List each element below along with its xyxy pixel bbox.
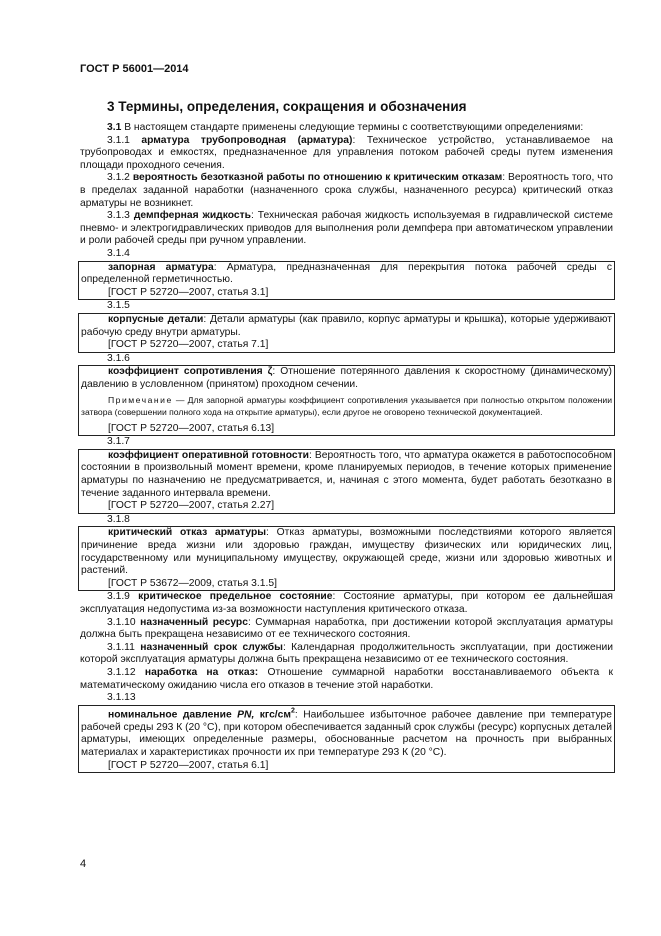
term-definition: : Арматура, предназначенная для перекрытия потока рабочей среды с определенной герметичностью. — [81, 261, 612, 286]
paragraph-text: В настоящем стандарте применены следующие термины с соответствующими определениями: — [121, 122, 584, 133]
term-3-1-11 — [80, 642, 613, 667]
term-3-1-10 — [80, 617, 613, 642]
term-definition: Отношение суммарной наработки восстанавливаемого объекта к математическому ожиданию числа его отказов в течение этой наработки. — [80, 666, 613, 691]
term-box-3-1-5 — [78, 313, 615, 353]
term-name: назначенный срок службы — [140, 641, 283, 653]
term-3-1-13 — [81, 706, 612, 760]
term-definition: : Календарная продолжительность эксплуатации, при достижении которой эксплуатация арматуры должна быть прекращена независимо от ее технического состояния. — [80, 641, 613, 666]
term-symbol: PN, — [237, 709, 255, 721]
term-name: назначенный ресурс — [140, 616, 248, 628]
clause-number: 3.1 — [107, 122, 122, 133]
clause-number-3-1-13: 3.1.13 — [107, 692, 136, 704]
clause-number: 3.1.11 — [107, 641, 135, 653]
term-note — [81, 395, 612, 418]
term-3-1-1 — [80, 135, 613, 173]
clause-number-3-1-7: 3.1.7 — [107, 436, 130, 448]
term-3-1-9 — [80, 591, 613, 616]
term-name: корпусные детали — [108, 313, 204, 325]
term-3-1-2 — [80, 172, 613, 210]
term-definition: : Отношение потерянного давления к скоростному (динамическому) давлению в условленном (принятом) проходном сечении. — [81, 366, 612, 390]
term-unit: кгс/см — [259, 709, 292, 721]
term-name: критический отказ арматуры — [108, 527, 267, 539]
term-definition: : Отказ арматуры, возможными последствиями которого является причинение вреда жизни или здоровью граждан, имуществу физических или юридических лиц, государственному или муниципальному имуществу, окружающей среде, жизни или здоровью животных и растений. — [81, 527, 612, 577]
term-definition: : Техническая рабочая жидкость используемая в гидравлической системе пневмо- и электрогидравлических приводов для выполнения роли демпфера при автоматическом управлении и роли рабочей среды при ручном управлении. — [80, 210, 613, 247]
term-3-1-12 — [80, 667, 613, 692]
term-3-1-3 — [80, 210, 613, 248]
clause-number-3-1-8: 3.1.8 — [107, 513, 130, 525]
clause-number-3-1-4: 3.1.4 — [107, 247, 130, 259]
term-name: арматура трубопроводная (арматура) — [141, 134, 353, 146]
term-name: коэффициент сопротивления ζ — [108, 366, 273, 378]
term-3-1-6 — [81, 366, 612, 391]
source-reference: [ГОСТ Р 52720—2007, статья 2.27] — [108, 500, 275, 512]
clause-number: 3.1.2 — [107, 172, 130, 184]
clause-number: 3.1.10 — [107, 616, 136, 628]
page-number: 4 — [80, 858, 87, 870]
term-definition: : Вероятность того, что арматура окажется в работоспособном состоянии в произвольный момент времени, кроме планируемых периодов, в течение которых применение арматуры по назначению не предусматривается, и, начиная с этого момента, будет работать безотказно в течение заданного интервала времени. — [81, 449, 612, 499]
term-box-3-1-7 — [78, 449, 615, 514]
term-definition: : Суммарная наработка, при достижении которой эксплуатация арматуры должна быть прекращена независимо от ее технического состояния. — [80, 616, 613, 641]
term-box-3-1-13 — [78, 705, 615, 773]
clause-number-3-1-5: 3.1.5 — [107, 300, 130, 312]
term-name: критическое предельное состояние — [138, 591, 333, 603]
term-box-3-1-4 — [78, 261, 615, 301]
term-name: наработка на отказ: — [144, 666, 259, 678]
intro-paragraph — [80, 122, 613, 135]
term-definition: : Вероятность того, что в пределах заданной наработки (назначенного срока службы, назначенного ресурса) критический отказ арматуры не возникнет. — [80, 172, 613, 209]
term-box-3-1-6 — [78, 365, 615, 436]
note-text: — Для запорной арматуры коэффициент сопротивления указывается при полностью открытом положении затвора (совершении полного хода на открытие арматуры), если другое не оговорено технической документацией. — [81, 395, 612, 418]
term-definition: : Наибольшее избыточное рабочее давление при температуре рабочей среды 293 К (20 °С), при котором обеспечивается заданный срок службы (ресурс) корпусных деталей арматуры, имеющих определенные размеры, обоснованные расчетом на прочность при выбранных материалах и характеристиках прочности их при температуре 293 К (20 °С). — [81, 709, 612, 758]
term-name: коэффициент оперативной готовности — [108, 449, 309, 461]
source-reference: [ГОСТ Р 53672—2009, статья 3.1.5] — [108, 577, 277, 589]
source-reference: [ГОСТ Р 52720—2007, статья 6.1] — [108, 759, 269, 771]
term-name: запорная арматура — [108, 261, 214, 273]
clause-number: 3.1.9 — [107, 591, 130, 603]
term-box-3-1-8 — [78, 526, 615, 591]
document-header: ГОСТ Р 56001—2014 — [80, 63, 189, 75]
source-reference: [ГОСТ Р 52720—2007, статья 7.1] — [108, 339, 269, 351]
term-definition: : Детали арматуры (как правило, корпус арматуры и крышка), которые удерживают рабочую среду внутри арматуры. — [81, 313, 612, 338]
term-definition: : Состояние арматуры, при котором ее дальнейшая эксплуатация недопустима из-за возможности наступления критического отказа. — [80, 591, 613, 615]
note-label: Примечание — [108, 395, 173, 406]
term-unit-superscript: 2 — [291, 707, 295, 715]
term-name: демпферная жидкость — [133, 210, 251, 222]
term-3-1-8 — [81, 527, 612, 577]
term-name: номинальное давление — [108, 709, 232, 721]
source-reference: [ГОСТ Р 52720—2007, статья 6.13] — [108, 422, 275, 434]
term-3-1-7 — [81, 450, 612, 500]
term-3-1-4 — [81, 262, 612, 287]
clause-number: 3.1.12 — [107, 666, 136, 678]
clause-number: 3.1.3 — [107, 210, 130, 222]
section-title: 3 Термины, определения, сокращения и обозначения — [107, 99, 467, 114]
term-3-1-5 — [81, 314, 612, 339]
source-reference: [ГОСТ Р 52720—2007, статья 3.1] — [108, 286, 269, 298]
term-name: вероятность безотказной работы по отношению к критическим отказам — [132, 172, 503, 184]
clause-number: 3.1.1 — [107, 134, 130, 146]
clause-number-3-1-6: 3.1.6 — [107, 352, 130, 364]
term-definition: : Техническое устройство, устанавливаемое на трубопроводах и емкостях, предназначенное для управления потоком рабочей среды путем изменения площади проходного сечения. — [80, 134, 613, 171]
terms-body — [80, 122, 613, 773]
